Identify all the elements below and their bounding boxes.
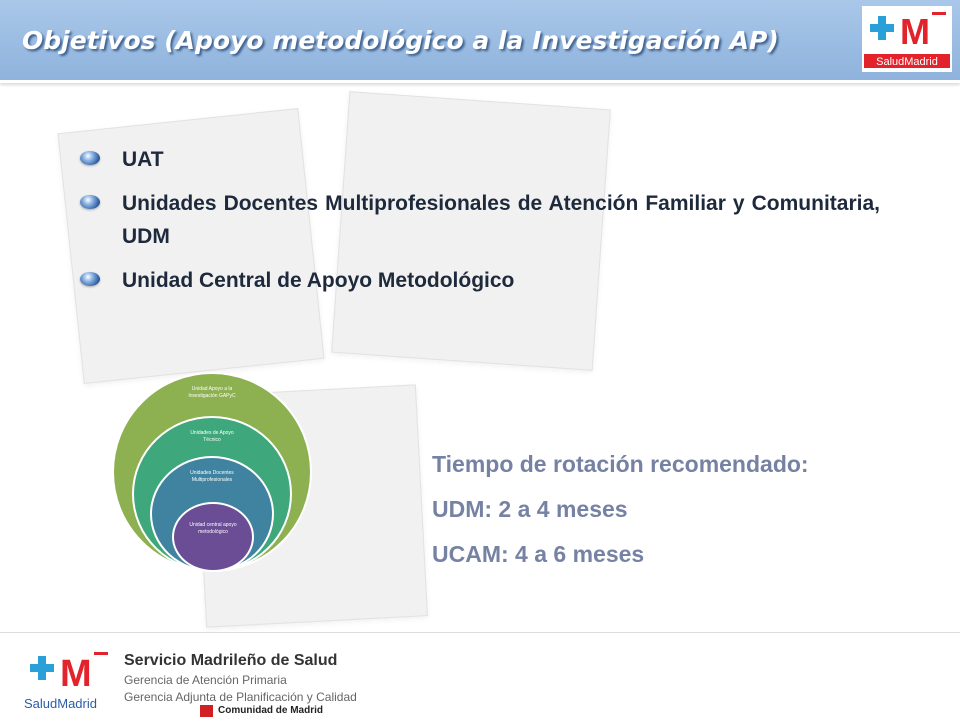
ring-label: Unidad central apoyo metodológico <box>189 522 237 535</box>
bullet-icon <box>80 195 100 209</box>
page-title: Objetivos (Apoyo metodológico a la Investigación AP) <box>22 26 779 55</box>
ring-label: Unidades Docentes Multiprofesionales <box>190 470 234 483</box>
footer-divider <box>0 632 960 633</box>
rotation-ucam: UCAM: 4 a 6 meses <box>432 541 645 567</box>
saludmadrid-footer-logo <box>22 646 117 716</box>
org-name: Servicio Madrileño de Salud <box>124 652 338 669</box>
bullet-text: Unidad Central de Apoyo Metodológico <box>122 269 515 292</box>
svg-text:M: M <box>60 653 92 695</box>
rotation-info <box>432 451 809 586</box>
rotation-udm: UDM: 2 a 4 meses <box>432 496 628 522</box>
ring-label: Unidad Apoyo a la Investigación GAPyC <box>188 386 236 399</box>
comunidad-flag-icon <box>200 705 213 717</box>
bullet-icon <box>80 272 100 286</box>
logo-text: SaludMadrid <box>876 56 938 68</box>
org-line2: Gerencia Adjunta de Planificación y Calidad <box>124 690 357 704</box>
ring-label: Unidades de Apoyo Técnico <box>190 430 234 443</box>
nested-circles-diagram <box>112 372 312 572</box>
header-bar <box>0 0 960 83</box>
comunidad-label: Comunidad de Madrid <box>218 705 323 716</box>
saludmadrid-logo <box>862 6 952 72</box>
bullet-text: UAT <box>122 148 164 171</box>
list-item <box>80 187 880 253</box>
footer-org <box>124 652 357 704</box>
bullet-text: Unidades Docentes Multiprofesionales de Atención Familiar y Comunitaria, UDM <box>122 192 880 248</box>
ring-inner <box>172 502 254 572</box>
org-line1: Gerencia de Atención Primaria <box>124 673 287 687</box>
list-item <box>80 264 880 297</box>
svg-text:M: M <box>900 11 930 52</box>
footer-logo-text: SaludMadrid <box>24 696 97 711</box>
bullet-icon <box>80 151 100 165</box>
list-item <box>80 143 880 176</box>
bullet-list <box>80 143 880 308</box>
rotation-heading: Tiempo de rotación recomendado: <box>432 451 809 477</box>
